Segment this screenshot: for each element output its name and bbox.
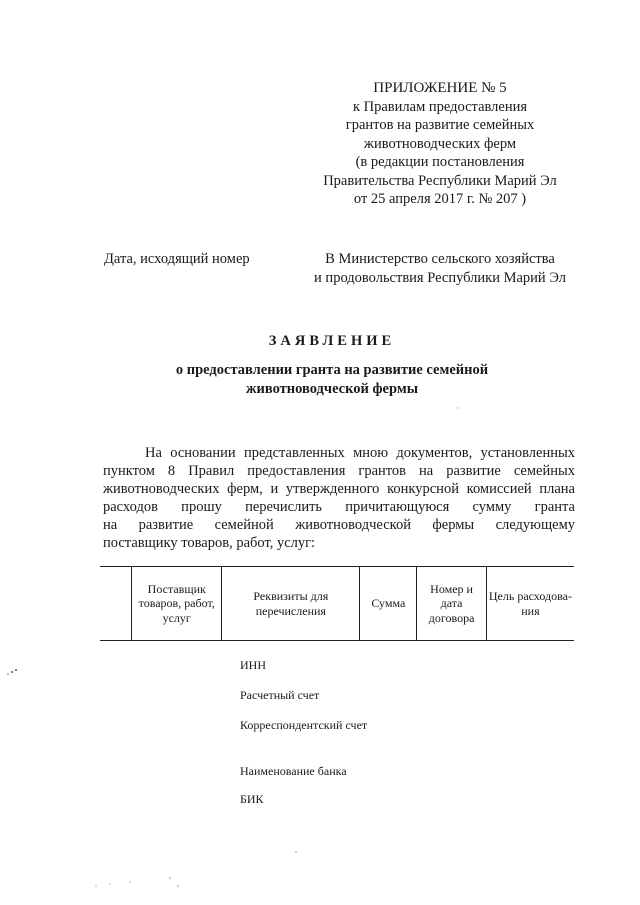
date-outgoing-number-label: Дата, исходящий номер [104, 251, 250, 267]
detail-bik: БИК [240, 792, 264, 806]
document-title: ЗАЯВЛЕНИЕ [268, 333, 396, 349]
table-header-contract: Номер и дата договора [417, 567, 486, 641]
detail-corr-account: Корреспондентский счет [240, 718, 368, 732]
detail-account: Расчетный счет [240, 688, 320, 702]
recipient-line: В Министерство сельского хозяйства [325, 251, 555, 267]
recipient-line: и продовольствия Республики Марий Эл [314, 270, 566, 286]
appendix-line: животноводческих ферм [363, 135, 517, 152]
body-line: животноводческих ферм, и утвержденного конкурсной комиссией плана [103, 481, 575, 497]
detail-bank-name: Наименование банка [240, 764, 347, 778]
body-line: расходов прошу перечислить причитающуюся сумму гранта [103, 499, 575, 515]
table-header-purpose: Цель расходова-ния [486, 567, 574, 641]
appendix-line: ПРИЛОЖЕНИЕ № 5 [373, 80, 507, 96]
appendix-line: (в редакции постановления [355, 154, 525, 170]
table-header-requisites: Реквизиты для перечисления [222, 567, 360, 641]
appendix-line: грантов на развитие семейных [345, 117, 535, 133]
appendix-line: к Правилам предоставления [352, 98, 528, 115]
appendix-line: от 25 апреля 2017 г. № 207 ) [353, 191, 527, 207]
table-header-supplier: Поставщик товаров, работ, услуг [132, 567, 222, 641]
appendix-line: Правительства Республики Марий Эл [323, 172, 557, 189]
detail-inn: ИНН [240, 658, 266, 672]
body-line: На основании представленных мною документов, установленных [145, 445, 575, 461]
body-line: пунктом 8 Правил предоставления грантов на развитие семейных [103, 463, 575, 479]
table-header-amount: Сумма [360, 567, 417, 641]
subtitle-line: о предоставлении гранта на развитие семейной [175, 362, 489, 378]
subtitle-line: животноводческой фермы [245, 381, 419, 397]
body-line: на развитие семейной животноводческой фермы следующему [103, 517, 575, 533]
body-line: поставщику товаров, работ, услуг: [103, 535, 316, 551]
